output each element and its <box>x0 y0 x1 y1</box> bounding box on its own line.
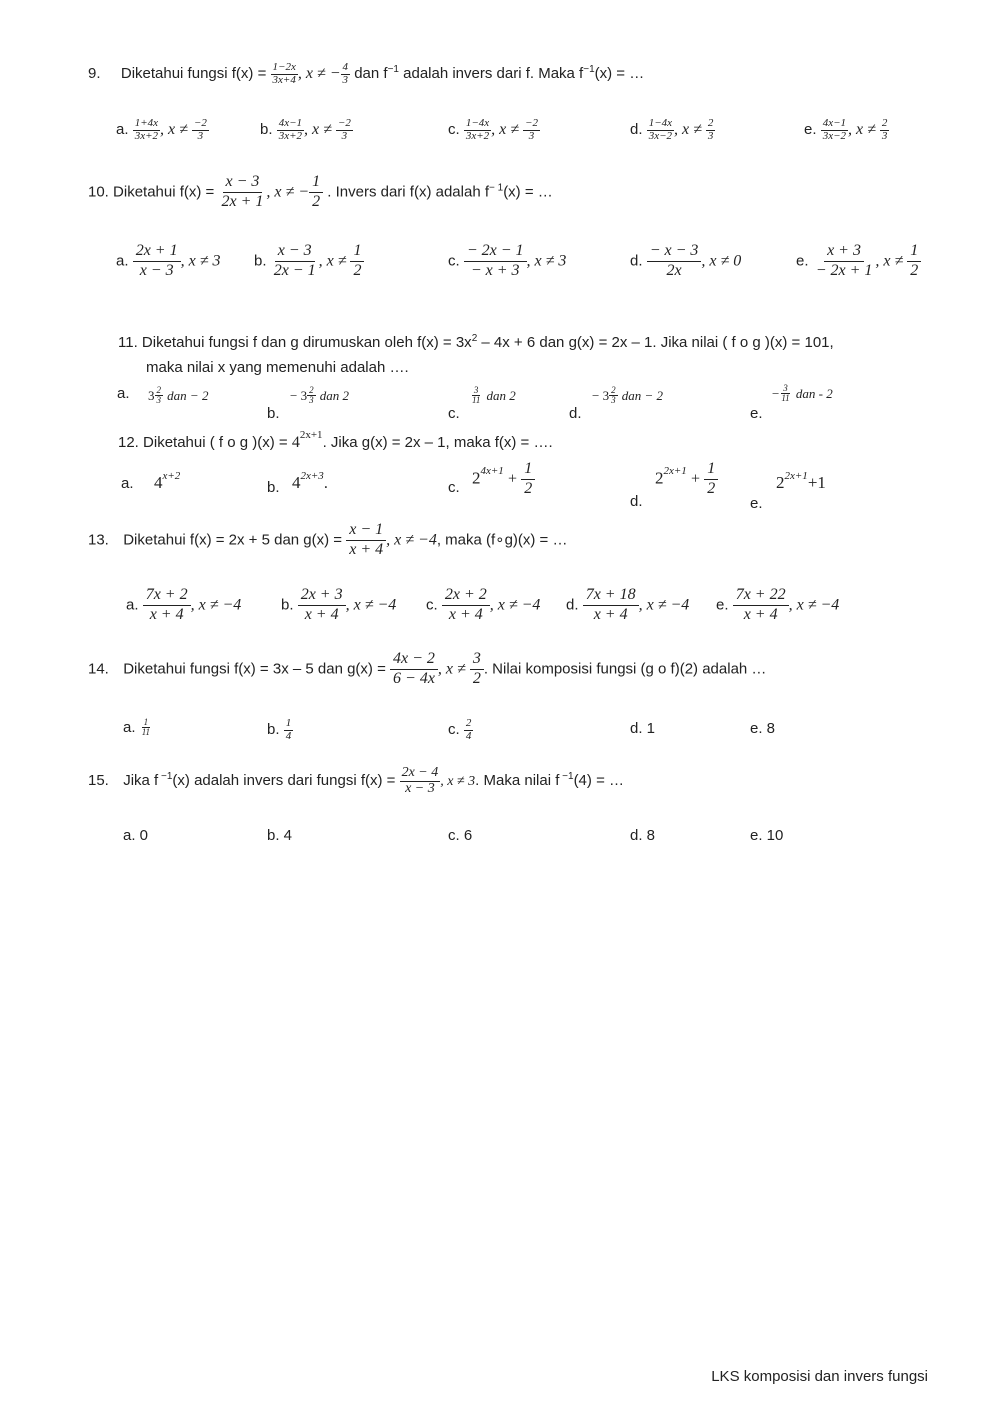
q10-option-d[interactable]: d. $\frac{- x - 3}{2x}$ , x ≠ 0 <box>630 242 742 279</box>
q13-option-d[interactable]: d. $\frac{7x + 18}{x + 4}$ , x ≠ −4 <box>566 586 690 623</box>
q14-option-d[interactable]: d. 1 <box>630 720 656 737</box>
q13-option-b[interactable]: b. $\frac{2x + 3}{x + 4}$ , x ≠ −4 <box>281 586 397 623</box>
q9-prefix: Diketahui fungsi f(x) = <box>120 65 267 83</box>
q9-option-e[interactable]: e. $\frac{4x-1}{3x-2}$ , x ≠ $\frac{2}{3}$ <box>804 117 888 142</box>
q11-option-d[interactable]: − 3 $\frac{2}{3}$ dan − 2 <box>592 385 664 406</box>
q11-option-e-label[interactable]: e. <box>750 405 763 422</box>
q13-option-e[interactable]: e. $\frac{7x + 22}{x + 4}$ , x ≠ −4 <box>716 586 840 623</box>
q12-option-c[interactable]: $2^{4x+1}$ + $\frac{1}{2}$ <box>472 460 535 499</box>
q14-option-c[interactable]: c. $\frac{2}{4}$ <box>448 717 472 742</box>
q11-number: 11. <box>118 334 138 351</box>
q12-option-b[interactable]: $4^{2x+3}$. <box>292 470 328 492</box>
q11-option-e[interactable]: − $\frac{3}{11}$ dan - 2 <box>772 383 833 404</box>
q9-f-fraction: $\frac{1-2x}{3x+4}$ <box>272 61 296 86</box>
q9-cond-fraction: $\frac{4}{3}$ <box>342 61 349 86</box>
q10-option-b[interactable]: b. $\frac{x - 3}{2x - 1}$ , x ≠ $\frac{1}{2}$ <box>254 242 364 281</box>
q10-f-fraction: $\frac{x - 3}{2x + 1}$ <box>221 173 264 210</box>
q12-option-d[interactable]: $2^{2x+1}$ + $\frac{1}{2}$ <box>655 460 718 499</box>
q11-stem-line2: maka nilai x yang memenuhi adalah …. <box>146 359 409 376</box>
q11-option-a[interactable]: 3 $\frac{2}{3}$ dan − 2 <box>148 385 209 406</box>
q14-option-a[interactable]: a. $\frac{1}{11}$ <box>123 717 151 738</box>
q12-option-d-label[interactable]: d. <box>630 493 643 510</box>
q12-option-e[interactable]: $2^{2x+1}+1$ <box>776 470 826 492</box>
q11-stem-line1: 11. Diketahui fungsi f dan g dirumuskan oleh $f(x) = 3x^2 - 4x + 6$ dan g(x) = 2x – 1. Jika nilai ( f o g )(x) = 101, <box>118 333 834 351</box>
q12-option-c-label[interactable]: c. <box>448 479 460 496</box>
q15-number: 15. <box>88 772 109 790</box>
q12-number: 12. <box>118 434 139 451</box>
q10-option-a[interactable]: a. $\frac{2x + 1}{x - 3}$ , x ≠ 3 <box>116 242 221 279</box>
q12-option-a-label[interactable]: a. <box>121 475 134 492</box>
q13-stem: 13. Diketahui f(x) = 2x + 5 dan g(x) = $\frac{x - 1}{x + 4}$ , x ≠ −4, maka (f∘g)(x) = … <box>88 521 568 558</box>
q10-stem: 10. Diketahui f(x) = $\frac{x - 3}{2x + 1}$ , x ≠ − $\frac{1}{2}$ . Invers dari f(x) adalah $f^{- 1}(x)$ = … <box>88 173 553 210</box>
q10-option-e[interactable]: e. $\frac{x + 3}{- 2x + 1}$ , x ≠ $\frac{1}{2}$ <box>796 242 921 281</box>
q14-g-fraction: $\frac{4x - 2}{6 - 4x}$ <box>390 650 438 689</box>
q14-option-e[interactable]: e. 8 <box>750 720 776 737</box>
q15-option-a[interactable]: a. 0 <box>123 827 149 844</box>
q9-option-d[interactable]: d. $\frac{1-4x}{3x-2}$ , x ≠ $\frac{2}{3}$ <box>630 117 714 142</box>
q13-g-fraction: $\frac{x - 1}{x + 4}$ <box>346 521 386 560</box>
q15-option-b[interactable]: b. 4 <box>267 827 293 844</box>
q15-stem: 15. Jika f $^{-1}$(x) adalah invers dari fungsi f(x) = $\frac{2x - 4}{x - 3}$ , x ≠ 3. Maka nilai f $^{-1}$(4) = … <box>88 765 624 796</box>
q11-option-d-label[interactable]: d. <box>569 405 582 422</box>
q10-number: 10. <box>88 183 109 201</box>
q13-option-c[interactable]: c. $\frac{2x + 2}{x + 4}$ , x ≠ −4 <box>426 586 541 623</box>
q15-option-e[interactable]: e. 10 <box>750 827 784 844</box>
q9-option-c[interactable]: c. $\frac{1-4x}{3x+2}$ , x ≠ $\frac{-2}{3}$ <box>448 117 538 142</box>
q15-option-c[interactable]: c. 6 <box>448 827 473 844</box>
q9-option-a[interactable]: a. $\frac{1+4x}{3x+2}$ , x ≠ $\frac{-2}{3}$ <box>116 117 207 142</box>
q12-option-b-label[interactable]: b. <box>267 479 280 496</box>
q10-option-c[interactable]: c. $\frac{- 2x - 1}{- x + 3}$ , x ≠ 3 <box>448 242 567 279</box>
q9-suffix: dan f <box>354 65 388 83</box>
q14-number: 14. <box>88 660 109 678</box>
q13-option-a[interactable]: a. $\frac{7x + 2}{x + 4}$ , x ≠ −4 <box>126 586 242 623</box>
q12-option-a[interactable]: $4^{x+2}$ <box>154 470 181 492</box>
q11-option-b-label[interactable]: b. <box>267 405 280 422</box>
q9-option-b[interactable]: b. $\frac{4x-1}{3x+2}$ , x ≠ $\frac{-2}{3}$ <box>260 117 351 142</box>
q15-f-fraction: $\frac{2x - 4}{x - 3}$ <box>401 765 439 796</box>
q13-number: 13. <box>88 531 109 549</box>
q12-option-e-label[interactable]: e. <box>750 495 763 512</box>
q14-stem: 14. Diketahui fungsi f(x) = 3x – 5 dan g(x) = $\frac{4x - 2}{6 - 4x}$ , x ≠ $\frac{3}{2}$ . Nilai komposisi fungsi (g o f)(2) adalah … <box>88 650 767 687</box>
q9-stem: 9. Diketahui fungsi f(x) = $\frac{1-2x}{3x+4}$ , x ≠ − $\frac{4}{3}$ dan $f^{-1}$ adalah invers dari f. Maka $f^{-1}(x)$ = … <box>88 61 645 86</box>
q12-stem: 12. Diketahui ( f o g )$(x) = 4^{2x+1}$. Jika g(x) = 2x – 1, maka f(x) = …. <box>118 429 553 451</box>
q14-option-b[interactable]: b. $\frac{1}{4}$ <box>267 717 292 742</box>
q11-option-b[interactable]: − 3 $\frac{2}{3}$ dan 2 <box>290 385 350 406</box>
page-footer: LKS komposisi dan invers fungsi <box>711 1368 928 1385</box>
q11-option-c-label[interactable]: c. <box>448 405 460 422</box>
q11-option-c[interactable]: $\frac{3}{11}$ dan 2 <box>472 385 516 406</box>
q9-condition: , x ≠ − <box>297 65 341 83</box>
q9-number: 9. <box>88 65 101 83</box>
q11-option-a-label[interactable]: a. <box>117 385 130 402</box>
q15-option-d[interactable]: d. 8 <box>630 827 656 844</box>
